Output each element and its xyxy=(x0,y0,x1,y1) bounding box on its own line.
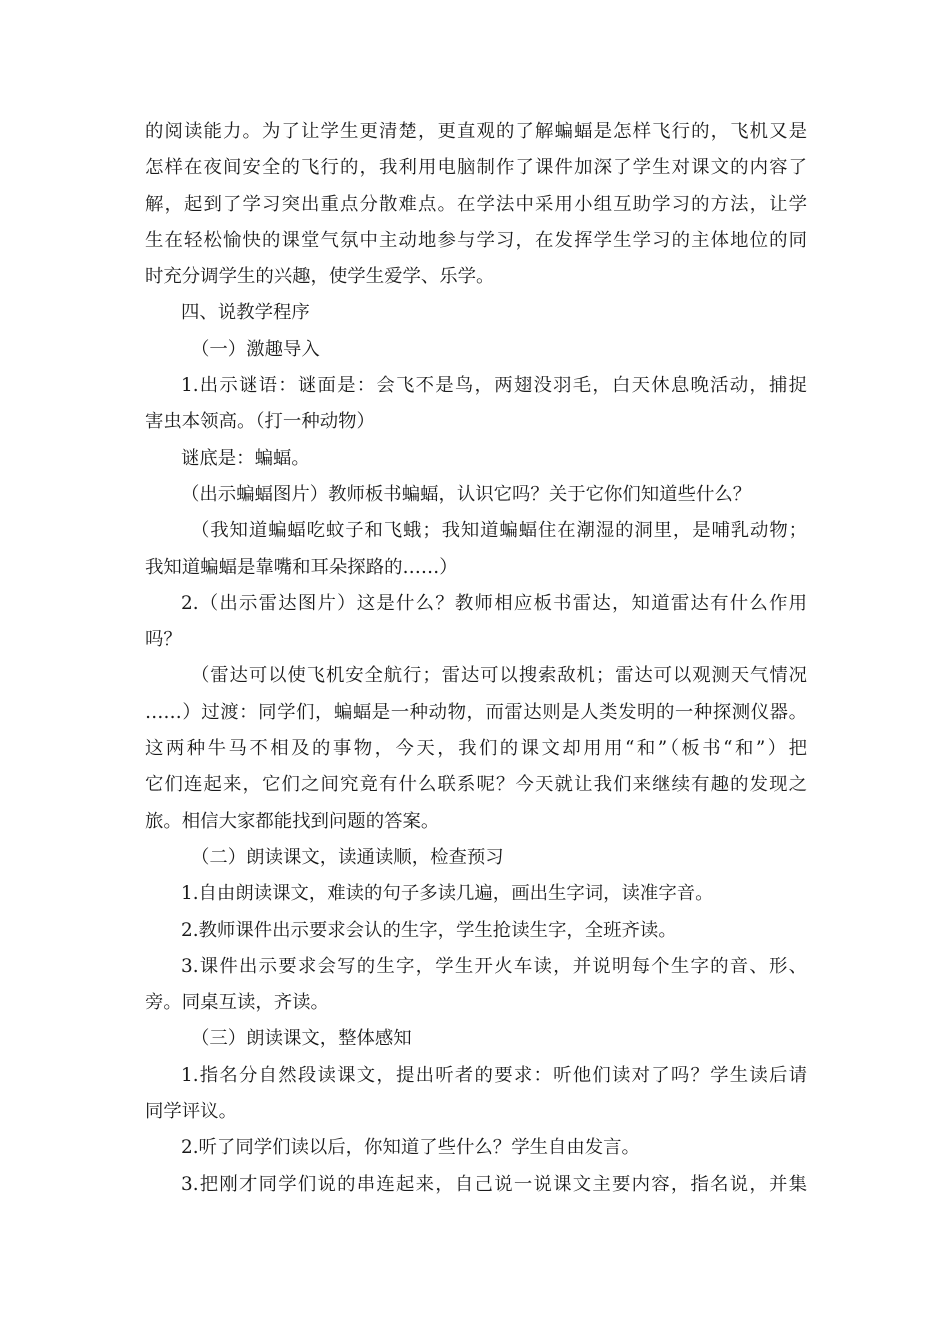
text-line: ……）过渡：同学们，蝙蝠是一种动物，而雷达则是人类发明的一种探测仪器。 xyxy=(145,701,807,723)
document-page xyxy=(145,114,807,1203)
text-line: 旁。同桌互读，齐读。 xyxy=(145,992,329,1014)
text-line: 3.把刚才同学们说的串连起来，自己说一说课文主要内容，指名说，并集 xyxy=(181,1173,807,1195)
text-line: 1.出示谜语：谜面是：会飞不是鸟，两翅没羽毛，白天休息晚活动，捕捉 xyxy=(181,375,807,397)
text-line: 我知道蝙蝠是靠嘴和耳朵探路的……） xyxy=(145,556,458,578)
text-line: 解，起到了学习突出重点分散难点。在学法中采用小组互助学习的方法，让学 xyxy=(145,193,807,215)
text-line: （我知道蝙蝠吃蚊子和飞蛾；我知道蝙蝠住在潮湿的洞里，是哺乳动物； xyxy=(191,520,807,542)
text-line: 1.自由朗读课文，难读的句子多读几遍，画出生字词，读准字音。 xyxy=(181,883,714,905)
text-line: 2.听了同学们读以后，你知道了些什么？学生自由发言。 xyxy=(181,1137,640,1159)
subsection-heading: （三）朗读课文，整体感知 xyxy=(191,1028,412,1050)
text-line: 1.指名分自然段读课文，提出听者的要求：听他们读对了吗？学生读后请 xyxy=(181,1064,807,1086)
text-line: 的阅读能力。为了让学生更清楚，更直观的了解蝙蝠是怎样飞行的，飞机又是 xyxy=(145,121,807,142)
section-heading: 四、说教学程序 xyxy=(181,302,310,324)
text-line: 吗？ xyxy=(145,629,182,651)
text-line: 生在轻松愉快的课堂气氛中主动地参与学习，在发挥学生学习的主体地位的同 xyxy=(145,229,807,251)
subsection-heading: （一）激趣导入 xyxy=(191,338,320,360)
text-line: 2.教师课件出示要求会认的生字，学生抢读生字，全班齐读。 xyxy=(181,919,677,941)
subsection-heading: （二）朗读课文，读通读顺，检查预习 xyxy=(191,846,504,868)
text-line: 这两种牛马不相及的事物，今天，我们的课文却用用“和”（板书“和”）把 xyxy=(145,738,807,760)
text-line: （出示蝙蝠图片）教师板书蝙蝠，认识它吗？关于它你们知道些什么？ xyxy=(181,483,752,505)
text-line: 3.课件出示要求会写的生字，学生开火车读，并说明每个生字的音、形、 xyxy=(181,955,807,977)
text-line: 害虫本领高。（打一种动物） xyxy=(145,411,375,433)
text-line: 2.（出示雷达图片）这是什么？教师相应板书雷达，知道雷达有什么作用 xyxy=(181,592,807,614)
text-line: 谜底是：蝙蝠。 xyxy=(181,447,310,469)
text-line: 旅。相信大家都能找到问题的答案。 xyxy=(145,810,440,832)
text-line: 同学评议。 xyxy=(145,1101,237,1123)
text-line: 时充分调学生的兴趣，使学生爱学、乐学。 xyxy=(145,266,495,288)
text-line: 怎样在夜间安全的飞行的，我利用电脑制作了课件加深了学生对课文的内容了 xyxy=(145,157,807,179)
text-line: （雷达可以使飞机安全航行；雷达可以搜索敌机；雷达可以观测天气情况 xyxy=(191,665,807,687)
text-line: 它们连起来，它们之间究竟有什么联系呢？今天就让我们来继续有趣的发现之 xyxy=(145,774,807,796)
